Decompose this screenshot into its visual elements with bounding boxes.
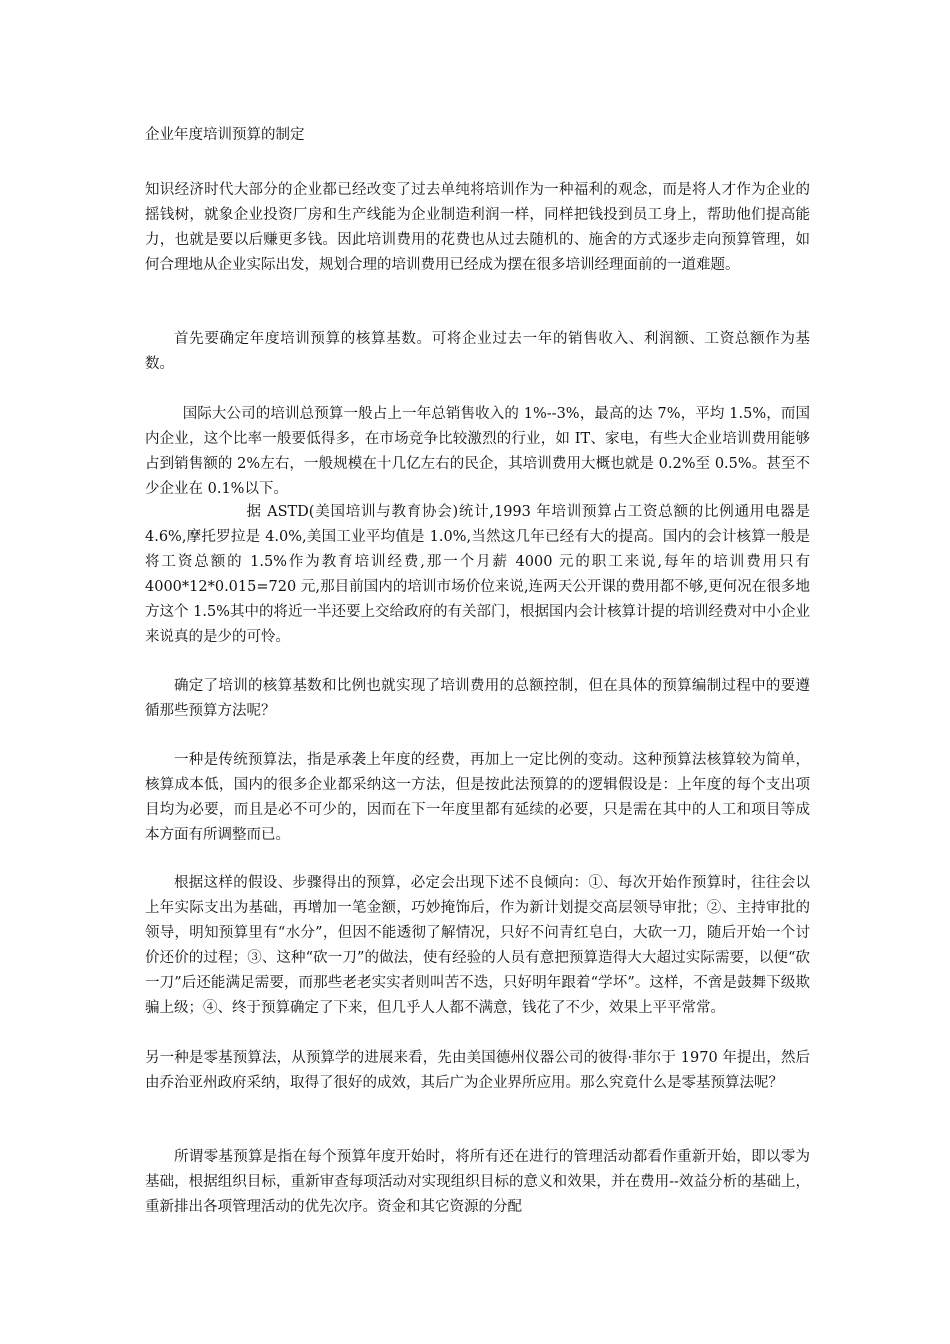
paragraph-zero-based-intro: 另一种是零基预算法，从预算学的进展来看，先由美国德州仪器公司的彼得·菲尔于 1970 年提出，然后由乔治亚州政府采纳，取得了很好的成效，其后广为企业界所应用。那么究竟什么是零基预算法呢？	[145, 1050, 810, 1091]
paragraph-budget-methods: 确定了培训的核算基数和比例也就实现了培训费用的总额控制，但在具体的预算编制过程中的要遵循那些预算方法呢？	[145, 678, 810, 719]
document-title: 企业年度培训预算的制定	[145, 127, 305, 143]
paragraph-bad-tendencies: 根据这样的假设、步骤得出的预算，必定会出现下述不良倾向：①、每次开始作预算时，往往会以上年实际支出为基础，再增加一笔金额，巧妙掩饰后，作为新计划提交高层领导审批；②、主持审批的领导，明知预算里有“水分”，但因不能透彻了解情况，只好不问青红皂白，大砍一刀，随后开始一个讨价还价的过程；③、这种“砍一刀”的做法，使有经验的人员有意把预算造得大大超过实际需要，以便“砍一刀”后还能满足需要，而那些老老实实者则叫苦不迭，只好明年跟着“学坏”。这样，不啻是鼓舞下级欺骗上级；④、终于预算确定了下来，但几乎人人都不满意，钱花了不少，效果上平平常常。	[145, 875, 810, 1016]
paragraph-budget-base: 首先要确定年度培训预算的核算基数。可将企业过去一年的销售收入、利润额、工资总额作为基数。	[145, 331, 810, 372]
paragraph-astd-statistics: 据 ASTD(美国培训与教育协会)统计,1993 年培训预算占工资总额的比例通用电器是 4.6%,摩托罗拉是 4.0%,美国工业平均值是 1.0%,当然这几年已经有大的提高。国内的会计核算一般是将工资总额的 1.5%作为教育培训经费,那一个月薪 4000 元的职工来说,每年的培训费用只有 4000*12*0.015=720 元,那目前国内的培训市场价位来说,连两天公开课的费用都不够,更何况在很多地方这个 1.5%其中的将近一半还要上交给政府的有关部门，根据国内会计核算计提的培训经费对中小企业来说真的是少的可怜。	[145, 504, 810, 645]
paragraph-traditional-method: 一种是传统预算法，指是承袭上年度的经费，再加上一定比例的变动。这种预算法核算较为简单，核算成本低，国内的很多企业都采纳这一方法，但是按此法预算的的逻辑假设是：上年度的每个支出项目均为必要，而且是必不可少的，因而在下一年度里都有延续的必要，只是需在其中的人工和项目等成本方面有所调整而已。	[145, 752, 810, 843]
paragraph-intro: 知识经济时代大部分的企业都已经改变了过去单纯将培训作为一种福利的观念，而是将人才作为企业的摇钱树，就象企业投资厂房和生产线能为企业制造利润一样，同样把钱投到员工身上，帮助他们提高能力，也就是要以后赚更多钱。因此培训费用的花费也从过去随机的、施舍的方式逐步走向预算管理，如何合理地从企业实际出发，规划合理的培训费用已经成为摆在很多培训经理面前的一道难题。	[145, 182, 810, 273]
paragraph-zero-based-definition: 所谓零基预算是指在每个预算年度开始时，将所有还在进行的管理活动都看作重新开始，即以零为基础，根据组织目标，重新审查每项活动对实现组织目标的意义和效果，并在费用--效益分析的基础上，重新排出各项管理活动的优先次序。资金和其它资源的分配	[145, 1149, 810, 1215]
paragraph-international-ratio: 国际大公司的培训总预算一般占上一年总销售收入的 1%--3%，最高的达 7%，平均 1.5%，而国内企业，这个比率一般要低得多，在市场竞争比较激烈的行业，如 IT、家电，有些大企业培训费用能够占到销售额的 2%左右，一般规模在十几亿左右的民企，其培训费用大概也就是 0.2%至 0.5%。甚至不少企业在 0.1%以下。	[145, 406, 810, 497]
